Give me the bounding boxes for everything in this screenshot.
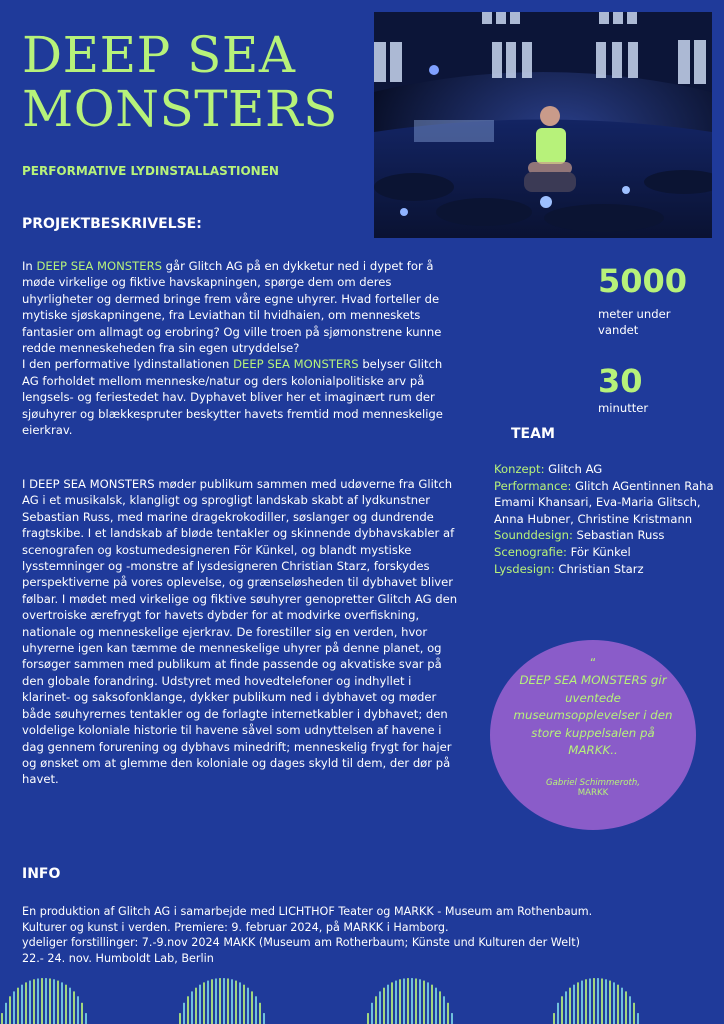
info-line-2: Kulturer og kunst i verden. Premiere: 9. februar 2024, på MARKK i Hamborg. [22,920,449,934]
info-line-4: 22.- 24. nov. Humboldt Lab, Berlin [22,951,214,965]
quote-text: DEEP SEA MONSTERS gir uventede museumsopplevelser i den store kuppelsalen på MARKK.. [513,673,673,758]
team-names: För Künkel [566,544,631,559]
intro-text-1b: går Glitch AG på en dykketur ned i dypet for å møde virkelige og fiktive havskapningen, spørge dem om deres uhyrligheter og dermed bringe frem våre egne uhyrer. Hvad forteller de mytiske sjøskapningene, fra Leviathan til hvidhaien, om menneskets fantasier om allmagt og erobring? Og ville troen på sjømonstrene kunne redde menneskeheden fra sin egen utryddelse? [22,259,442,356]
team-role: Scenografie: [494,544,567,559]
poster-title [22,28,338,136]
team-row-scenography [494,544,716,561]
stat-duration-label: minutter [598,401,649,415]
quote-circle [490,640,696,830]
team-role: Sounddesign: [494,528,573,543]
intro-text-2: I den performative lydinstallationen [22,357,234,372]
info-text [22,904,712,966]
performance-photo [374,12,712,238]
team-row-sounddesign [494,527,716,544]
info-line-1: En produktion af Glitch AG i samarbejde med LICHTHOF Teater og MARKK - Museum am Rothenbaum. [22,905,593,918]
title-line-2: MONSTERS [22,80,338,138]
quote-source: MARKK [577,787,609,798]
soundwave-decoration [0,972,90,1024]
team-names: Glitch AG [544,462,603,476]
stat-depth-label: meter under vandet [598,307,671,337]
team-names: Glitch AGentinnen Raha Emami Khansari, Eva-Maria Glitsch, Anna Hubner, Christine Kristmann [494,478,714,526]
team-names: Sebastian Russ [572,528,665,543]
team-role: Konzept: [494,462,545,476]
quote-mark: “ [589,656,597,670]
info-heading: INFO [22,866,61,882]
team-row-lightdesign [494,561,716,578]
performance-photo-illustration [374,12,712,238]
soundwave-decoration [178,972,268,1024]
team-row-performance [494,478,716,528]
team-names: Christian Starz [554,561,644,576]
subtitle: PERFORMATIVE LYDINSTALLASTIONEN [22,164,279,178]
stat-duration-number: 30 [598,362,643,400]
team-role: Performance: [494,478,572,493]
soundwave-decoration [552,972,642,1024]
intro-text-1: In [22,259,37,273]
team-heading: TEAM [511,426,555,442]
intro-text-2b: belyser Glitch AG forholdet mellom menneske/natur og ders kolonialpolitiske arv på lengsels- og feriestedet hav. Dyphavet bliver her et imaginært rum der sjøuhyrer og blækkespruter beskytter havets fremtid mod menneskelige eierkrav. [22,357,443,438]
quote-author: Gabriel Schimmeroth, [545,777,641,788]
team-role: Lysdesign: [494,561,555,576]
stat-depth-number: 5000 [598,262,688,300]
team-row-concept [494,461,716,478]
project-description-body: I DEEP SEA MONSTERS møder publikum sammen med udøverne fra Glitch AG i et musikalsk, klangligt og sprogligt landskab skabt af lydkunstner Sebastian Russ, med marine dragekrokodiller, søslanger og dundrende fragtskibe. I et landskab af bløde tentakler og skinnende dybhavskabler af scenografen og kostumedesigneren För Künkel, og blandt mystiske lysstemninger og -monstre af lysdesigneren Christian Starz, forskydes perspektiverne på vores oplevelse, og grænseløsheden til dybhavet bliver følbar. I mødet med virkelige og fiktive søuhyrer genopretter Glitch AG den overtroiske ærefrygt for havets dybder for at modvirke overfiskning, nationale og menneskelige ejerkrav. De forestiller sig en verden, hvor uhyrerne igen kan tæmme de menneskelige uhyrer på denne planet, og forsøger sammen med publikum at finde passende og akvatiske svar på den globale forandring. Udstyret med hovedtelefoner og indhyllet i klarinet- og saksofonklange, dykker publikum ned i dybhavet og møder både søuhyrernes tentakler og de forlagte internetkabler i dybhavet; den voldelige koloniale historie til havene såvel som udnyttelsen af havene i dag gennem forurening og dybhavs minedrift; menneskelig frygt for hajer og ønsket om at glemme den koloniale og dages skyld til dem, der dør på havet. [22,477,458,787]
info-line-3: ydeliger forstillinger: 7.-9.nov 2024 MAKK (Museum am Rotherbaum; Künste und Kulturen der Welt) [22,936,580,950]
intro-highlight-1: DEEP SEA MONSTERS [36,259,162,273]
soundwave-decoration [366,972,456,1024]
project-description-intro [22,258,462,438]
team-list [494,461,716,577]
intro-highlight-2: DEEP SEA MONSTERS [233,357,359,372]
title-line-1: DEEP SEA [22,26,296,84]
project-heading: PROJEKTBESKRIVELSE: [22,216,202,232]
